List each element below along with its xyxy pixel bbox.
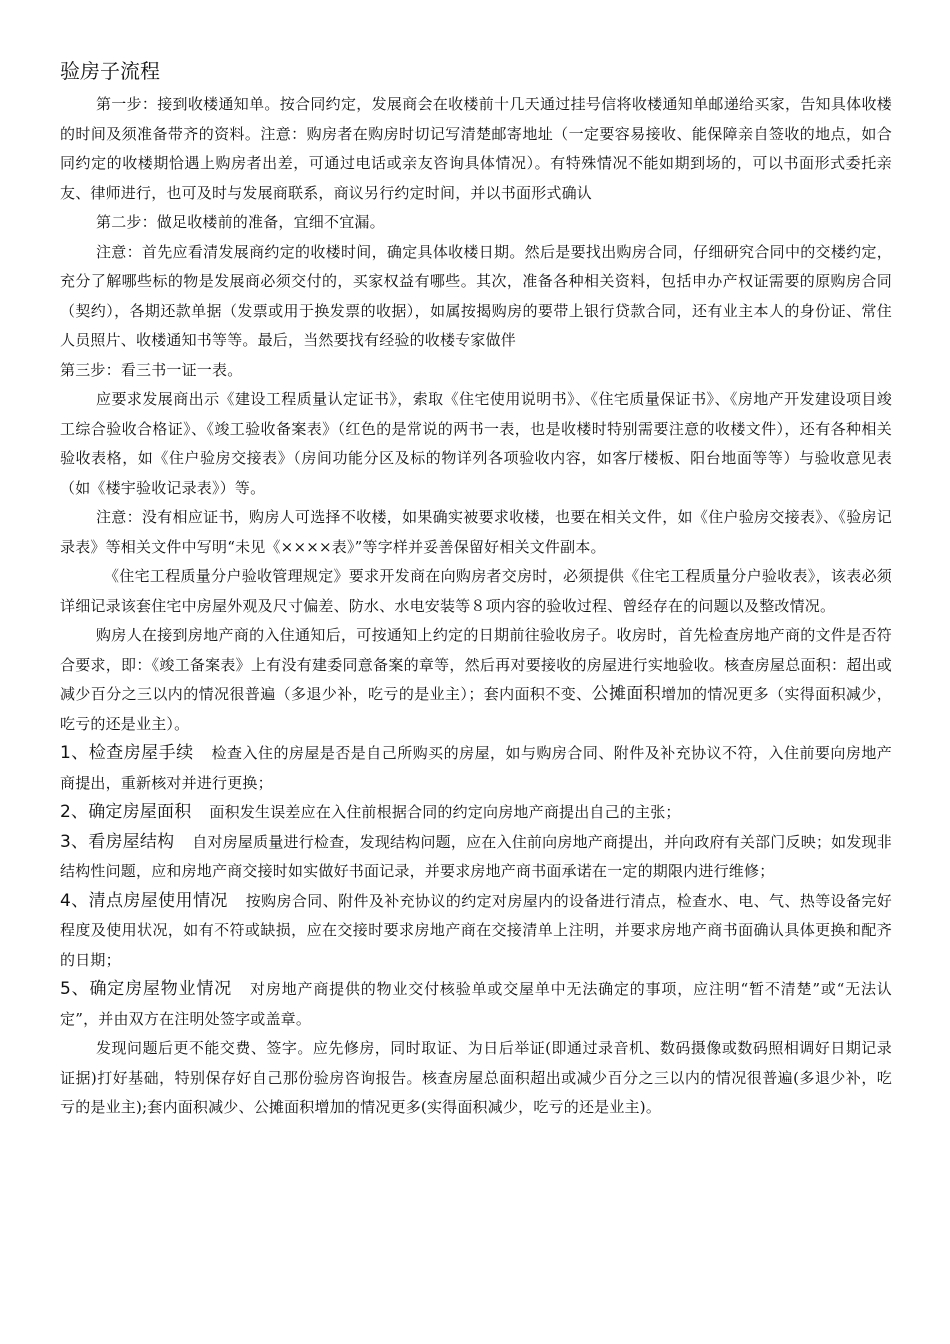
paragraph-step3: 第三步：看三书一证一表。 bbox=[60, 360, 243, 379]
paragraph-step2: 第二步：做足收楼前的准备，宜细不宜漏。 bbox=[96, 213, 385, 231]
list-item-4-body: 按购房合同、附件及补充协议的约定对房屋内的设备进行清点，检查水、电、气、热等设备完好程度及使用状况，如有不符或缺损，应在交接时要求房地产商在交接清单上注明，并要求房地产商书面确认具体更换和配齐的日期； bbox=[60, 891, 892, 969]
paragraph-step3-body: 应要求发展商出示《建设工程质量认定证书》，索取《住宅使用说明书》、《住宅质量保证书》、《房地产开发建设项目竣工综合验收合格证》、《竣工验收备案表》（红色的是常说的两书一表，也是收楼时特别需要注意的收楼文件），还有各种相关验收表格，如《住户验房交接表》（房间功能分区及标的物详列各项验收内容，如客厅楼板、阳台地面等等）与验收意见表（如《楼宇验收记录表》）等。 bbox=[60, 390, 892, 497]
paragraph-buyer-part-a: 购房人在接到房地产商的入住通知后，可按通知上约定的日期前往验收房子。收房时，首先检查房地产商的文件是否符合要求，即：《竣工备案表》上有没有建委同意备案的章等，然后再对要接收的房屋进行实地验收。核查房屋总面积：超出或减少百分之三以内的情况很普遍（多退少补，吃亏的是业主）；套内面积不变、 bbox=[60, 626, 892, 703]
paragraph-step3-note: 注意：没有相应证书，购房人可选择不收楼，如果确实被要求收楼，也要在相关文件，如《住户验房交接表》、《验房记录表》等相关文件中写明“未见《××××表》”等字样并妥善保留好相关文件副本。 bbox=[60, 508, 892, 556]
document-page bbox=[60, 56, 892, 1123]
list-item-2-body: 面积发生误差应在入住前根据合同的约定向房地产商提出自己的主张； bbox=[209, 803, 681, 821]
list-item-3-heading: 3、看房屋结构 bbox=[60, 831, 175, 852]
list-item-1-heading: 1、检查房屋手续 bbox=[60, 743, 194, 763]
paragraph-buyer bbox=[60, 621, 892, 739]
paragraph-buyer-part-b: 增加的情况更多（实得面积减少，吃亏的还是业主）。 bbox=[60, 685, 892, 733]
list-item-5-heading: 5、确定房屋物业情况 bbox=[60, 979, 233, 999]
list-item-2-heading: 2、确定房屋面积 bbox=[60, 802, 192, 822]
list-item-4 bbox=[60, 887, 892, 976]
list-item-2 bbox=[60, 798, 892, 828]
list-item-1-body: 检查入住的房屋是否是自己所购买的房屋，如与购房合同、附件及补充协议不符，入住前要向房地产商提出，重新核对并进行更换； bbox=[60, 744, 892, 792]
paragraph-buyer-emphasis: 公摊面积 bbox=[591, 684, 662, 704]
list-item-3-body: 自对房屋质量进行检查，发现结构问题，应在入住前向房地产商提出，并向政府有关部门反映；如发现非结构性问题，应和房地产商交接时如实做好书面记录，并要求房地产商书面承诺在一定的期限内进行维修； bbox=[60, 832, 892, 880]
paragraph-regulation: 《住宅工程质量分户验收管理规定》要求开发商在向购房者交房时，必须提供《住宅工程质量分户验收表》，该表必须详细记录该套住宅中房屋外观及尺寸偏差、防水、水电安装等８项内容的验收过程、曾经存在的问题以及整改情况。 bbox=[60, 567, 892, 615]
paragraph-step1: 第一步：接到收楼通知单。按合同约定，发展商会在收楼前十几天通过挂号信将收楼通知单邮递给买家，告知具体收楼的时间及须准备带齐的资料。注意：购房者在购房时切记写清楚邮寄地址（一定要容易接收、能保障亲自签收的地点，如合同约定的收楼期恰遇上购房者出差，可通过电话或亲友咨询具体情况）。有特殊情况不能如期到场的，可以书面形式委托亲友、律师进行，也可及时与发展商联系，商议另行约定时间，并以书面形式确认 bbox=[60, 95, 892, 202]
list-item-5-body: 对房地产商提供的物业交付核验单或交屋单中无法确定的事项，应注明“暂不清楚”或“无法认定”，并由双方在注明处签字或盖章。 bbox=[60, 980, 892, 1028]
document-title: 验房子流程 bbox=[60, 59, 160, 83]
list-item-1 bbox=[60, 739, 892, 798]
list-item-3 bbox=[60, 828, 892, 887]
paragraph-step2-note: 注意：首先应看清发展商约定的收楼时间，确定具体收楼日期。然后是要找出购房合同，仔细研究合同中的交楼约定，充分了解哪些标的物是发展商必须交付的，买家权益有哪些。其次，准备各种相关资料，包括申办产权证需要的原购房合同（契约），各期还款单据（发票或用于换发票的收据），如属按揭购房的要带上银行贷款合同，还有业主本人的身份证、常住人员照片、收楼通知书等等。最后，当然要找有经验的收楼专家做伴 bbox=[60, 242, 892, 349]
list-item-4-heading: 4、清点房屋使用情况 bbox=[60, 890, 228, 911]
paragraph-final: 发现问题后更不能交费、签字。应先修房，同时取证、为日后举证(即通过录音机、数码摄像或数码照相调好日期记录证据)打好基础，特别保存好自己那份验房咨询报告。核查房屋总面积超出或减少百分之三以内的情况很普遍(多退少补，吃亏的是业主);套内面积减少、公摊面积增加的情况更多(实得面积减少，吃亏的还是业主)。 bbox=[60, 1039, 892, 1116]
list-item-5 bbox=[60, 975, 892, 1034]
